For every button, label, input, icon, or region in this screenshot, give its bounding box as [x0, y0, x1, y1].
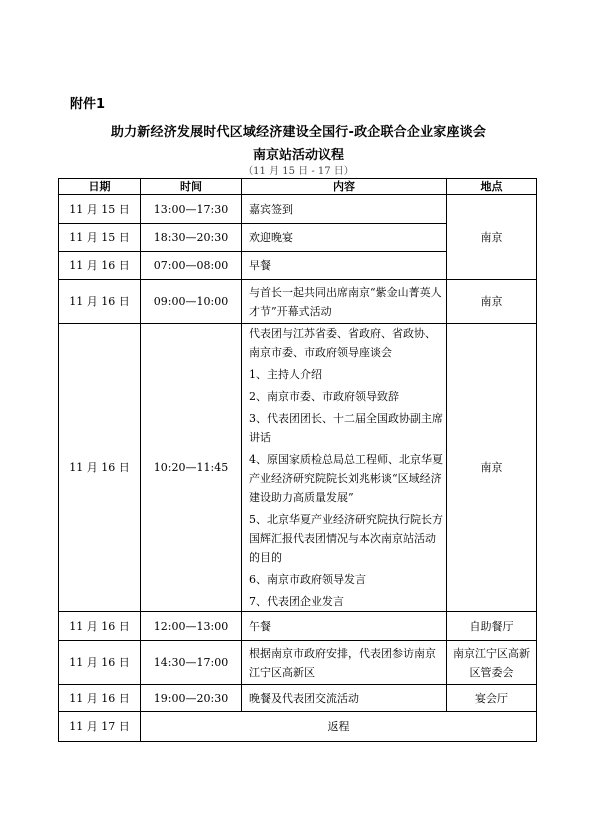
row-location: 宴会厅 — [447, 685, 537, 712]
row-content — [242, 612, 447, 641]
attachment-label: 附件1 — [70, 97, 106, 112]
row-date: 11 月 16 日 — [59, 612, 141, 641]
table-row — [59, 280, 537, 324]
content-line: 3、代表团团长、十二届全国政协副主席讲话 — [249, 412, 443, 444]
row-content — [242, 324, 447, 612]
row-time: 09:00—10:00 — [141, 280, 242, 324]
row-location: 南京 — [447, 280, 537, 324]
content-line: 根据南京市政府安排，代表团参访南京江宁区高新区 — [249, 646, 436, 679]
table-row — [59, 685, 537, 712]
document-title: 助力新经济发展时代区域经济建设全国行-政企联合企业家座谈会 — [110, 125, 487, 140]
table-row — [59, 324, 537, 612]
row-location: 南京江宁区高新区管委会 — [447, 641, 537, 685]
row-location: 南京 — [447, 195, 537, 280]
row-time: 10:20—11:45 — [141, 324, 242, 612]
row-date: 11 月 17 日 — [59, 712, 141, 742]
table-row — [59, 195, 537, 224]
content-line: 欢迎晚宴 — [249, 231, 293, 244]
content-line: 2、南京市委、市政府领导致辞 — [249, 390, 399, 403]
row-content — [242, 224, 447, 252]
table-header-row — [59, 179, 537, 195]
row-content — [242, 641, 447, 685]
row-date: 11 月 16 日 — [59, 641, 141, 685]
content-line: 午餐 — [249, 619, 271, 633]
content-line: 早餐 — [249, 259, 271, 272]
row-location: 自助餐厅 — [447, 612, 537, 641]
row-location: 南京 — [447, 324, 537, 612]
row-date: 11 月 16 日 — [59, 324, 141, 612]
header-date: 日期 — [59, 179, 141, 195]
table-row — [59, 641, 537, 685]
content-line: 1、主持人介绍 — [249, 368, 322, 381]
content-line: 7、代表团企业发言 — [249, 595, 344, 608]
row-time: 19:00—20:30 — [141, 685, 242, 712]
table-row — [59, 712, 537, 742]
row-date: 11 月 15 日 — [59, 224, 141, 252]
agenda-table — [58, 178, 537, 742]
row-content — [242, 280, 447, 324]
row-content-merged: 返程 — [141, 712, 537, 742]
content-line: 5、北京华夏产业经济研究院执行院长方国辉汇报代表团情况与本次南京站活动的目的 — [249, 513, 443, 564]
table-row — [59, 612, 537, 641]
date-range: （11 月 15 日 - 17 日） — [243, 166, 354, 177]
row-date: 11 月 15 日 — [59, 195, 141, 224]
header-location: 地点 — [447, 179, 537, 195]
content-line: 嘉宾签到 — [249, 202, 293, 216]
row-time: 12:00—13:00 — [141, 612, 242, 641]
content-line: 4、原国家质检总局总工程师、北京华夏产业经济研究院院长刘兆彬谈“区域经济建设助力高质量发展” — [249, 453, 443, 504]
row-time: 18:30—20:30 — [141, 224, 242, 252]
row-content — [242, 252, 447, 280]
row-time: 07:00—08:00 — [141, 252, 242, 280]
header-content: 内容 — [242, 179, 447, 195]
content-line: 代表团与江苏省委、省政府、省政协、南京市委、市政府领导座谈会 — [249, 327, 436, 359]
header-time: 时间 — [141, 179, 242, 195]
content-line: 6、南京市政府领导发言 — [249, 573, 366, 586]
row-content — [242, 685, 447, 712]
row-date: 11 月 16 日 — [59, 685, 141, 712]
row-date: 11 月 16 日 — [59, 280, 141, 324]
row-date: 11 月 16 日 — [59, 252, 141, 280]
row-content — [242, 195, 447, 224]
row-time: 13:00—17:30 — [141, 195, 242, 224]
document-subtitle: 南京站活动议程 — [252, 148, 344, 163]
row-time: 14:30—17:00 — [141, 641, 242, 685]
content-line: 与首长一起共同出席南京“紫金山菁英人才节”开幕式活动 — [249, 285, 442, 318]
content-line: 晚餐及代表团交流活动 — [249, 691, 359, 705]
